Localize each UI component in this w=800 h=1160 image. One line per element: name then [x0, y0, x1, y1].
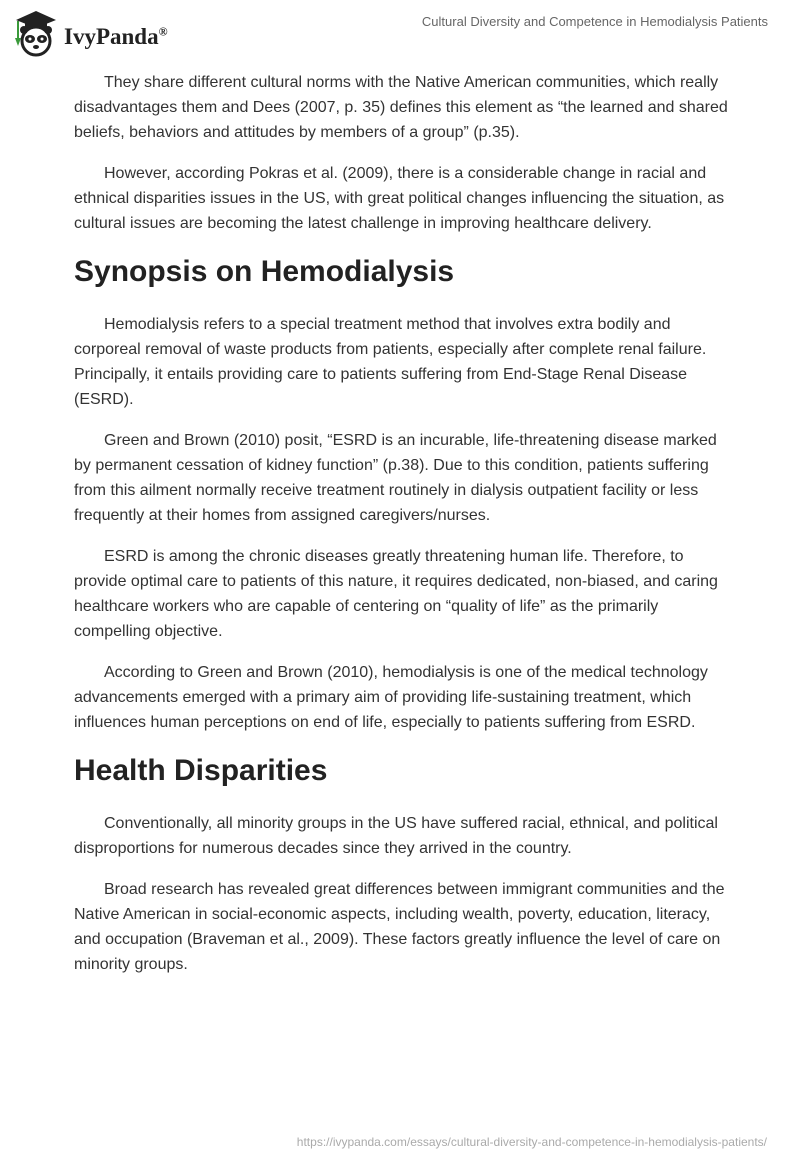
section-heading: Health Disparities: [74, 754, 328, 787]
ivypanda-logo[interactable]: [12, 8, 168, 58]
footer-url[interactable]: https://ivypanda.com/essays/cultural-diversity-and-competence-in-hemodialysis-patients/: [296, 1135, 767, 1149]
paragraph: Conventionally, all minority groups in the US have suffered racial, ethnical, and political disproportions for numerous decades since they arrived in the country.: [74, 815, 718, 857]
paragraph: ESRD is among the chronic diseases greatly threatening human life. Therefore, to provide optimal care to patients of this nature, it requires dedicated, non-biased, and caring healthcare workers who are capable of centering on “quality of life” as the primarily compelling objective.: [74, 548, 718, 640]
logo-text: IvyPanda®: [64, 24, 168, 49]
panda-graduate-icon: [12, 8, 60, 58]
document-title: Cultural Diversity and Competence in Hemodialysis Patients: [421, 14, 768, 29]
paragraph: Green and Brown (2010) posit, “ESRD is an incurable, life-threatening disease marked by permanent cessation of kidney function” (p.38). Due to this condition, patients suffering from this ailment normally receive treatment routinely in dialysis outpatient facility or less frequently at their homes from assigned caregivers/nurses.: [74, 432, 717, 524]
paragraph: They share different cultural norms with the Native American communities, which really disadvantages them and Dees (2007, p. 35) defines this element as “the learned and shared beliefs, behaviors and attitudes by members of a group” (p.35).: [74, 74, 728, 141]
section-heading: Synopsis on Hemodialysis: [74, 255, 455, 288]
paragraph: According to Green and Brown (2010), hemodialysis is one of the medical technology advancements emerged with a primary aim of providing life-sustaining treatment, which influences human perceptions on end of life, especially to patients suffering from ESRD.: [74, 664, 708, 731]
essay-content: [74, 70, 734, 993]
paragraph: Hemodialysis refers to a special treatment method that involves extra bodily and corporeal removal of waste products from patients, especially after complete renal failure. Principally, it entails providing care to patients suffering from End-Stage Renal Disease (ESRD).: [74, 316, 707, 408]
paragraph: However, according Pokras et al. (2009), there is a considerable change in racial and ethnical disparities issues in the US, with great political changes influencing the situation, as cultural issues are becoming the latest challenge in improving healthcare delivery.: [74, 165, 725, 232]
paragraph: Broad research has revealed great differences between immigrant communities and the Native American in social-economic aspects, including wealth, poverty, education, literacy, and occupation (Braveman et al., 2009). These factors greatly influence the level of care on minority groups.: [74, 881, 725, 973]
